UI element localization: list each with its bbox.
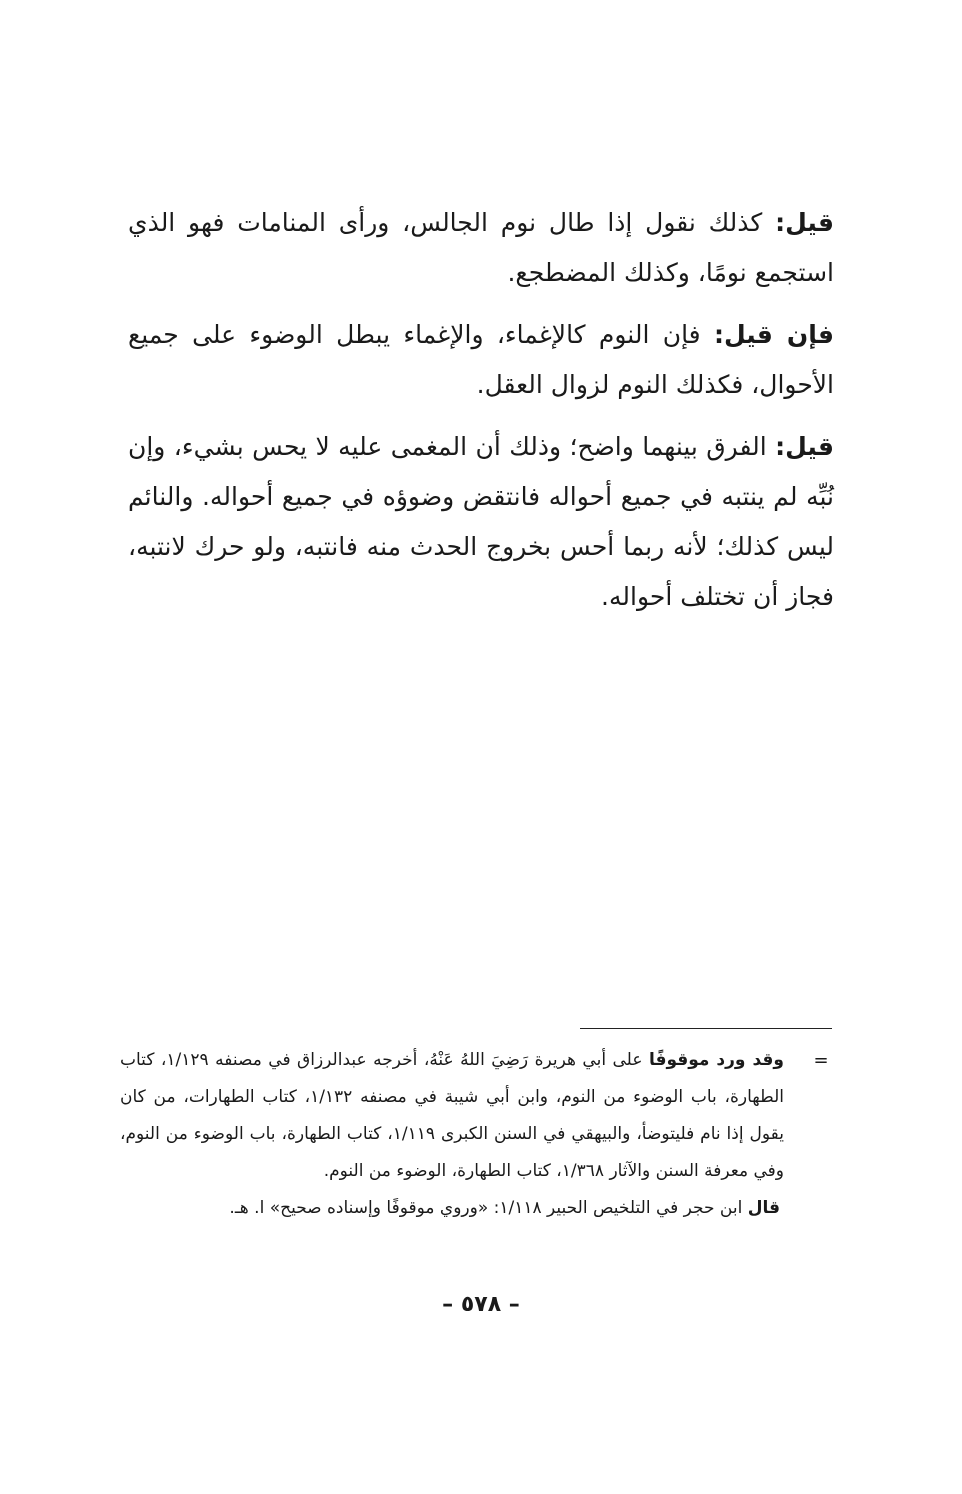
paragraph-2-lead: فإن قيل:	[713, 320, 835, 349]
paragraph-1	[128, 198, 834, 298]
footnote-paragraph-2	[120, 1190, 784, 1227]
paragraph-1-text: كذلك نقول إذا طال نوم الجالس، ورأى المنامات فهو الذي استجمع نومًا، وكذلك المضطجع.	[128, 208, 834, 287]
paragraph-1-lead: قيل:	[775, 208, 834, 237]
footnote-2-text: ابن حجر في التلخيص الحبير ١/١١٨: «وروي موقوفًا وإسناده صحيح» ا. هـ.	[229, 1198, 748, 1218]
page-number: – ٥٧٨ –	[442, 1292, 520, 1317]
footnote-1-lead: وقد ورد موقوفًا	[648, 1050, 784, 1070]
footnote-paragraph-1	[120, 1042, 784, 1190]
footnote-1-text: على أبي هريرة رَضِيَ اللهُ عَنْهُ، أخرجه عبدالرزاق في مصنفه ١/١٢٩، كتاب الطهارة، باب الوضوء من النوم، وابن أبي شيبة في مصنفه ١/١٣٢، كتاب الطهارات، من كان يقول إذا نام فليتوضأ، والبيهقي في السنن الكبرى ١/١١٩، كتاب الطهارة، باب الوضوء من النوم، وفي معرفة السنن والآثار ١/٣٦٨، كتاب الطهارة، الوضوء من النوم.	[120, 1050, 784, 1181]
paragraph-3-lead: قيل:	[775, 432, 834, 461]
paragraph-2	[128, 310, 834, 410]
footnote-continue-mark: =	[813, 1050, 829, 1071]
paragraph-3-text: الفرق بينهما واضح؛ وذلك أن المغمى عليه لا يحس بشيء، وإن نُبِّه لم ينتبه في جميع أحواله فانتقض وضوؤه في جميع أحواله. والنائم ليس كذلك؛ لأنه ربما أحس بخروج الحدث منه فانتبه، ولو حرك لانتبه، فجاز أن تختلف أحواله.	[128, 432, 834, 611]
paragraph-3	[128, 422, 834, 622]
footnote-divider	[580, 1028, 832, 1029]
footnote-2-lead: قال	[747, 1198, 780, 1218]
main-text	[128, 198, 834, 634]
paragraph-2-text: فإن النوم كالإغماء، والإغماء يبطل الوضوء على جميع الأحوال، فكذلك النوم لزوال العقل.	[128, 320, 834, 399]
footnotes	[120, 1042, 784, 1227]
